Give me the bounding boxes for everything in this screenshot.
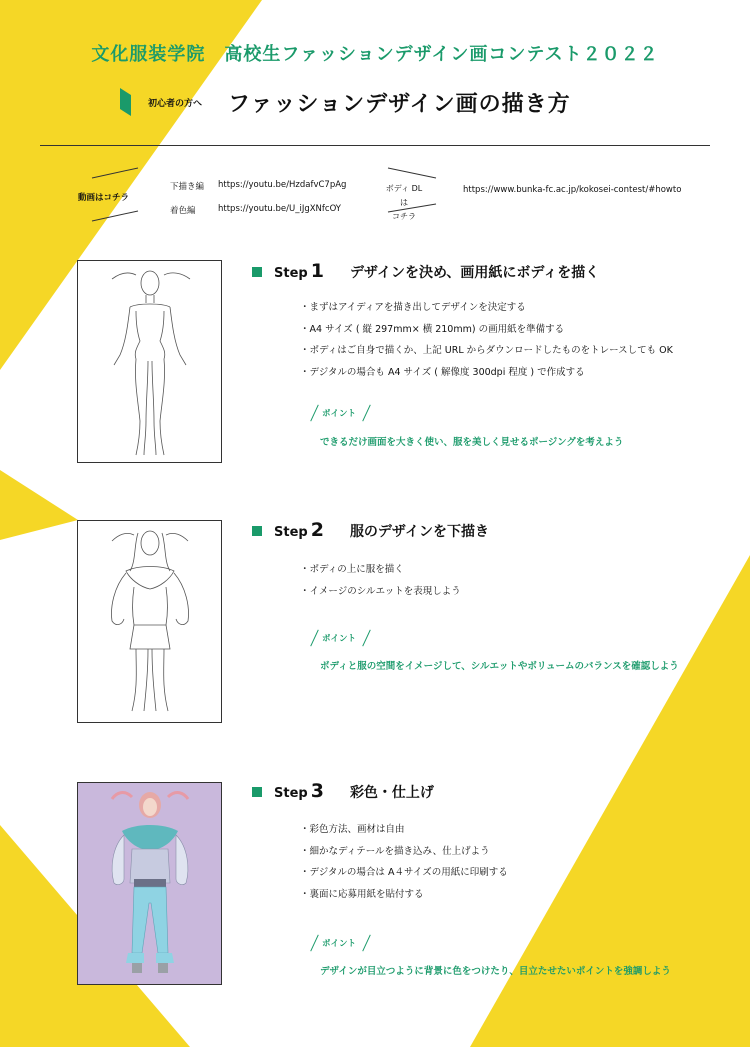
step2-title: 服のデザインを下描き <box>349 524 489 540</box>
step1-title: デザインを決め、画用紙にボディを描く <box>349 265 600 281</box>
body-dl-label-line2: コチラ <box>392 212 416 221</box>
video-color-link[interactable]: https://youtu.be/U_iJgXNfcOY <box>218 204 341 214</box>
step1-image <box>77 260 222 463</box>
step1-bullet: ・A4 サイズ ( 縦 297mm× 横 210mm) の画用紙を準備する <box>300 323 565 335</box>
step2-word: Step <box>274 525 308 540</box>
step1-bullet: ・デジタルの場合も A4 サイズ ( 解像度 300dpi 程度 ) で作成する <box>300 366 585 378</box>
step2-sketch <box>78 521 221 722</box>
step1-word: Step <box>274 266 308 281</box>
step3-number: 3 <box>310 780 324 802</box>
header-divider <box>40 145 710 146</box>
beginner-mark-icon <box>120 88 142 116</box>
beginner-badge <box>120 88 202 116</box>
step3-bullet: ・彩色方法、画材は自由 <box>300 824 405 835</box>
step2-number: 2 <box>310 519 324 541</box>
step2-point-tag <box>312 629 372 647</box>
step3-heading <box>252 780 434 802</box>
step1-heading <box>252 260 599 282</box>
step2-point-text: ボディと服の空間をイメージして、シルエットやボリュームのバランスを確認しよう <box>320 661 679 672</box>
step2-marker <box>252 526 262 536</box>
step2-bullet: ・イメージのシルエットを表現しよう <box>300 585 461 597</box>
body-dl-link[interactable]: https://www.bunka-fc.ac.jp/kokosei-contest/#howto <box>463 185 682 195</box>
body-dl-label-line1: ボディ DL は <box>385 184 423 207</box>
yellow-shape-top-right <box>560 0 750 150</box>
beginner-label: 初心者の方へ <box>148 98 203 109</box>
step3-bullet: ・細かなディテールを描き込み、仕上げよう <box>300 845 490 857</box>
step3-image <box>77 782 222 985</box>
step2-bullets <box>300 559 461 602</box>
step1-bullet: ・まずはアイディアを描き出してデザインを決定する <box>300 302 526 313</box>
step2-image <box>77 520 222 723</box>
step3-point-tag <box>312 934 372 952</box>
step3-bullet: ・裏面に応募用紙を貼付する <box>300 888 424 900</box>
step3-colored-illustration <box>78 783 221 984</box>
video-rough-label: 下描き編 <box>170 182 205 192</box>
contest-title: 文化服装学院 高校生ファッションデザイン画コンテスト２０２２ <box>91 44 659 65</box>
step1-point-label: ポイント <box>322 409 357 419</box>
yellow-shape-left-band <box>0 470 78 540</box>
step2-heading <box>252 519 489 541</box>
page-title: ファッションデザイン画の描き方 <box>228 92 571 117</box>
step1-bullets <box>300 297 673 383</box>
step3-bullets <box>300 819 508 905</box>
step1-point-tag <box>312 404 372 422</box>
video-label: 動画はコチラ <box>78 193 130 203</box>
step1-number: 1 <box>310 260 324 282</box>
step1-point-text: できるだけ画面を大きく使い、服を美しく見せるポージングを考えよう <box>320 437 624 448</box>
step2-point-label: ポイント <box>322 634 357 644</box>
step3-word: Step <box>274 786 308 801</box>
step1-marker <box>252 267 262 277</box>
step1-bullet: ・ボディはご自身で描くか、上記 URL からダウンロードしたものをトレースしても OK <box>300 345 673 356</box>
step3-title: 彩色・仕上げ <box>349 785 434 801</box>
step1-body-sketch <box>78 261 221 462</box>
step3-point-text: デザインが目立つように背景に色をつけたり、目立たせたいポイントを強調しよう <box>320 966 671 977</box>
step3-bullet: ・デジタルの場合は A４サイズの用紙に印刷する <box>300 867 508 878</box>
step2-bullet: ・ボディの上に服を描く <box>300 564 404 575</box>
body-dl-label <box>382 182 426 224</box>
step3-marker <box>252 787 262 797</box>
step3-point-label: ポイント <box>322 939 357 949</box>
video-color-label: 着色編 <box>170 206 196 216</box>
video-rough-link[interactable]: https://youtu.be/HzdafvC7pAg <box>218 180 347 190</box>
